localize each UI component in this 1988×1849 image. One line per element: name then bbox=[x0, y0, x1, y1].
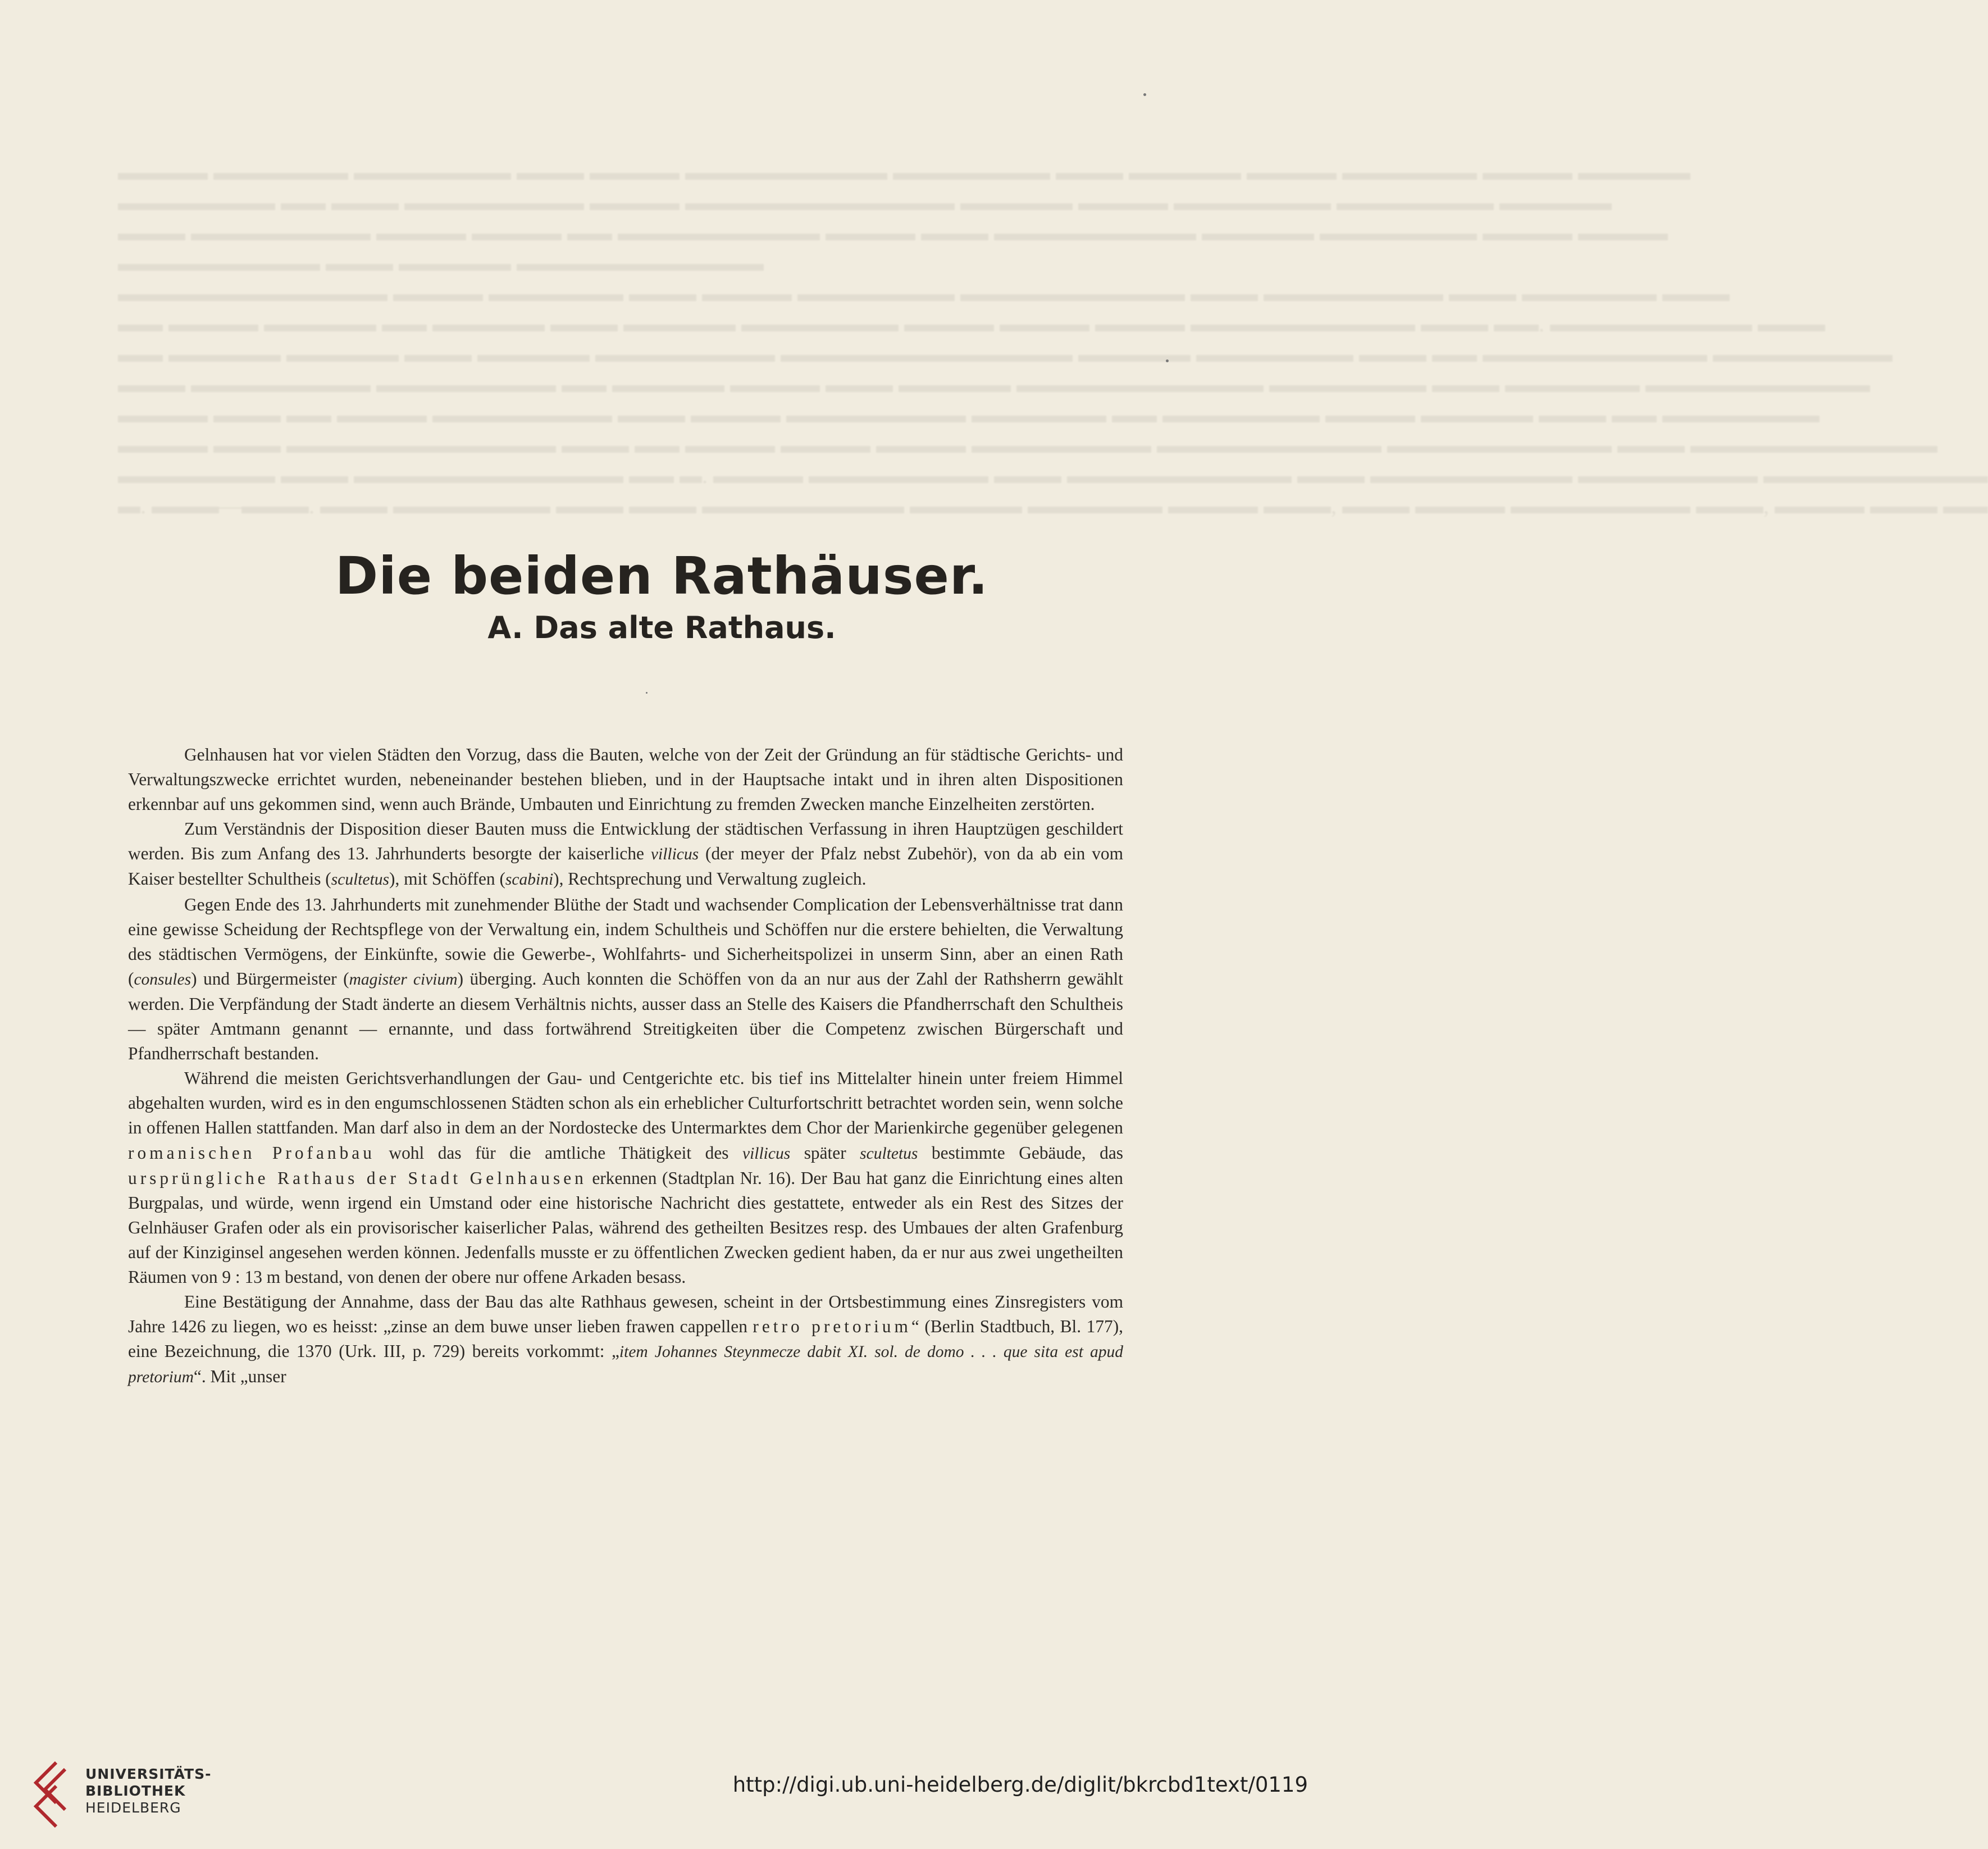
latin-term: scabini bbox=[505, 871, 554, 889]
text-run: Zum Verständnis der Disposition dieser Bauten muss die Entwicklung der städtischen Verfassung in ihren Hauptzügen geschildert werden. Bis zum Anfang des 13. Jahrhunderts besorgte der kaiserliche bbox=[128, 819, 1123, 864]
page-title: Die beiden Rathäuser. bbox=[335, 546, 989, 606]
paragraph bbox=[128, 1066, 1123, 1290]
text-run: wohl das für die amtliche Thätigkeit des bbox=[375, 1142, 742, 1163]
latin-term: magister civium bbox=[349, 970, 458, 989]
library-logo[interactable] bbox=[24, 1758, 259, 1831]
text-run: “ (Berlin Stadtbuch, Bl. 177), eine Bezeichnung, die 1370 (Urk. III, p. 729) bereits vorkommt: „ bbox=[128, 1317, 1123, 1361]
text-run: ), Rechtsprechung und Verwaltung zugleich. bbox=[553, 869, 867, 889]
body-text bbox=[128, 743, 1123, 1390]
bleed-through-ghost-text: ▬▬▬▬ ▬▬▬▬▬▬ ▬▬▬▬▬▬▬ ▬▬▬ ▬▬▬▬ ▬▬▬▬▬▬▬▬▬ ▬▬▬▬▬▬▬ ▬▬▬ ▬▬▬▬▬ ▬▬▬▬ ▬▬▬▬▬▬ ▬▬▬▬ ▬▬▬▬▬ ▬▬▬▬▬▬▬ ▬▬ ▬▬▬ ▬▬▬▬▬▬▬▬ ▬▬▬▬ ▬▬▬▬▬▬▬▬▬▬▬▬ ▬▬▬▬▬ ▬▬▬▬ ▬▬▬▬▬▬▬ ▬▬▬▬▬▬▬ ▬▬▬▬▬ ▬▬▬ ▬▬▬▬▬▬▬▬ ▬▬▬▬ ▬▬▬▬ ▬▬ ▬▬▬▬▬▬▬▬▬ ▬▬▬▬ ▬▬▬ ▬▬▬▬▬▬▬▬▬ ▬▬▬▬▬ ▬▬▬▬▬▬▬ ▬▬▬▬ ▬▬▬▬ ▬▬▬▬▬▬▬▬▬ ▬▬▬ ▬▬▬▬▬ ▬▬▬▬▬▬▬▬▬▬▬ ▬▬▬▬▬▬▬▬▬▬▬▬ ▬▬▬▬ ▬▬▬▬▬▬ ▬▬▬ ▬▬▬▬ ▬▬▬▬▬▬▬ ▬▬▬▬▬▬▬▬▬▬ ▬▬▬ ▬▬▬▬▬▬▬▬ ▬▬▬ ▬▬▬▬▬▬ ▬▬▬ ▬▬ ▬▬▬▬ ▬▬▬▬▬ ▬▬ ▬▬▬▬▬ ▬▬▬ ▬▬▬▬▬ ▬▬▬▬▬▬▬ ▬▬▬▬ ▬▬▬▬ ▬▬▬▬ ▬▬▬▬▬▬▬▬▬▬ ▬▬▬ ▬▬. ▬▬▬▬▬▬▬▬▬ ▬▬▬ ▬▬ ▬▬▬▬▬ ▬▬▬▬▬ ▬▬▬ ▬▬▬▬▬ ▬▬▬▬▬▬▬▬ ▬▬▬▬▬▬▬▬▬▬▬▬▬ ▬▬▬▬▬ ▬▬▬▬▬▬▬ ▬▬▬ ▬▬ ▬▬▬▬▬▬▬▬▬▬ ▬▬▬▬▬▬▬▬ ▬▬▬ ▬▬▬▬▬▬▬▬ ▬▬▬▬▬▬▬▬ ▬▬ ▬▬▬▬▬ ▬▬▬▬ ▬▬▬ ▬▬▬▬▬ ▬▬▬▬▬▬▬▬▬▬▬ ▬▬▬▬▬▬▬ ▬▬▬ ▬▬▬▬▬▬ ▬▬▬▬▬▬▬▬▬▬ ▬▬▬▬ ▬▬▬ ▬▬ ▬▬▬▬ ▬▬▬▬▬▬▬▬ ▬▬▬ ▬▬▬▬ ▬▬▬▬▬▬▬▬ ▬▬▬▬▬▬ ▬▬ ▬▬▬▬▬▬▬ ▬▬▬▬ ▬▬▬▬▬ ▬▬▬ ▬▬ ▬▬▬▬▬▬▬ ▬▬▬▬ ▬▬▬ ▬▬▬▬▬▬▬▬▬▬▬▬ ▬▬▬ ▬▬ ▬▬▬▬ ▬▬▬▬ ▬▬▬▬ ▬▬▬▬▬▬▬▬ ▬▬▬▬▬▬▬▬▬▬ ▬▬▬▬▬▬▬▬▬▬ ▬▬▬ ▬▬▬▬▬▬▬▬▬▬▬ ▬▬▬▬▬▬▬ ▬▬▬ ▬▬▬▬▬▬▬▬▬▬▬▬ ▬▬ ▬. ▬▬▬▬ ▬▬▬▬▬▬▬▬ ▬▬▬ ▬▬▬▬▬▬▬▬▬▬ ▬▬▬ ▬▬▬▬▬▬▬▬▬ ▬▬▬▬▬▬▬▬ ▬▬▬▬▬▬▬▬▬▬ ▬. ▬▬▬—▬▬▬. ▬▬▬ ▬▬▬▬▬▬▬ ▬▬▬ ▬▬▬ ▬▬▬▬▬▬▬▬▬ ▬▬▬▬▬ ▬▬▬▬▬▬ ▬▬▬▬ ▬▬▬, ▬▬▬ ▬▬▬▬ ▬▬▬▬▬▬▬▬ ▬▬▬, ▬▬▬▬ ▬▬▬ ▬▬ bbox=[118, 160, 1988, 518]
text-run: Während die meisten Gerichtsverhandlungen der Gau- und Centgerichte etc. bis tief ins Mittelalter hinein unter freiem Himmel abgehalten wurden, wird es in den engumschlossenen Städten schon als ein erheblicher Culturfortschritt betrachtet worden sein, wenn solche in offenen Hallen stattfanden. Man darf also in dem an der Nordostecke des Untermarktes dem Chor der Marienkirche gegenüber gelegenen bbox=[128, 1068, 1123, 1138]
text-run: Eine Bestätigung der Annahme, dass der Bau das alte Rathhaus gewesen, scheint in der Ortsbestimmung eines Zinsregisters vom Jahre 1426 zu liegen, wo es heisst: „zinse an dem buwe unser lieben frawen cappellen bbox=[128, 1292, 1123, 1337]
latin-term: villicus bbox=[742, 1144, 791, 1163]
text-run: (der meyer der Pfalz nebst Zubehör), von da ab ein vom Kaiser bestellter Schultheis ( bbox=[128, 844, 1124, 889]
paragraph bbox=[128, 743, 1123, 817]
logo-line: HEIDELBERG bbox=[85, 1800, 181, 1816]
latin-term: consules bbox=[134, 970, 191, 989]
text-run: ) und Bürgermeister ( bbox=[191, 968, 349, 989]
spaced-emphasis: romanischen Profanbau bbox=[128, 1142, 375, 1163]
latin-term: scultetus bbox=[860, 1144, 918, 1163]
paragraph bbox=[128, 1290, 1123, 1390]
spaced-emphasis: ursprüngliche Rathaus der Stadt Gelnhausen bbox=[128, 1168, 587, 1188]
library-logo-icon bbox=[24, 1758, 74, 1831]
paper-speck bbox=[646, 692, 648, 694]
text-run: später bbox=[790, 1142, 860, 1163]
paragraph bbox=[128, 892, 1123, 1067]
text-run: bestimmte Gebäude, das bbox=[918, 1142, 1123, 1163]
spaced-emphasis: retro pretorium bbox=[753, 1317, 911, 1337]
text-run: “. Mit „unser bbox=[193, 1367, 286, 1387]
paper-speck bbox=[1143, 93, 1146, 96]
text-run: ), mit Schöffen ( bbox=[389, 869, 505, 889]
logo-line: UNIVERSITÄTS- bbox=[85, 1766, 212, 1782]
logo-line: BIBLIOTHEK bbox=[85, 1783, 186, 1799]
paper-speck bbox=[1166, 359, 1169, 362]
section-subtitle: A. Das alte Rathaus. bbox=[487, 610, 836, 645]
paragraph bbox=[128, 817, 1123, 892]
text-run: ) überging. Auch konnten die Schöffen von da an nur aus der Zahl der Rathsherrn gewählt werden. Die Verpfändung der Stadt änderte an diesem Verhältnis nichts, ausser dass an Stelle des Kaisers die Pfandherrschaft den Schultheis — später Amtmann genannt — ernannte, und dass fortwährend Streitigkeiten über die Competenz zwischen Bürgerschaft und Pfandherrschaft bestanden. bbox=[128, 968, 1124, 1064]
latin-quote: item Johannes Steynmecze dabit XI. sol. de domo . . . que sita est apud pretorium bbox=[128, 1343, 1123, 1387]
text-run: Gegen Ende des 13. Jahrhunderts mit zunehmender Blüthe der Stadt und wachsender Complication der Lebensverhältnisse trat dann eine gewisse Scheidung der Rechtspflege von der Verwaltung ein, indem Schultheis und Schöffen nur die erstere behielten, die Verwaltung des städtischen Vermögens, der Einkünfte, sowie die Gewerbe-, Wohlfahrts- und Sicherheitspolizei in unserm Sinn, aber an einen Rath ( bbox=[128, 894, 1123, 989]
library-logo-text bbox=[85, 1766, 211, 1816]
text-run: erkennen (Stadtplan Nr. 16). Der Bau hat ganz die Einrichtung eines alten Burgpalas, und würde, wenn irgend ein Umstand oder eine historische Nachricht dies gestattete, entweder als ein Rest des Sitzes der Gelnhäuser Grafen oder als ein provisorischer kaiserlicher Palas, während des getheilten Besitzes resp. des Umbaues der alten Grafenburg auf der Kinziginsel angesehen werden können. Jedenfalls musste er zu öffentlichen Zwecken gedient haben, da er nur aus zwei ungetheilten Räumen von 9 : 13 m bestand, von denen der obere nur offene Arkaden besass. bbox=[128, 1168, 1123, 1287]
latin-term: scultetus bbox=[331, 871, 390, 889]
text-run: Gelnhausen hat vor vielen Städten den Vorzug, dass die Bauten, welche von der Zeit der Gründung an für städtische Gerichts- und Verwaltungszwecke errichtet wurden, nebeneinander bestehen blieben, und in der Hauptsache intakt und in ihren alten Dispositionen erkennbar auf uns gekommen sind, wenn auch Brände, Umbauten und Einrichtung zu fremden Zwecken manche Einzelheiten zerstörten. bbox=[128, 745, 1123, 814]
source-url-link[interactable]: http://digi.ub.uni-heidelberg.de/diglit/bkrcbd1text/0119 bbox=[732, 1773, 1308, 1797]
latin-term: villicus bbox=[650, 845, 699, 864]
